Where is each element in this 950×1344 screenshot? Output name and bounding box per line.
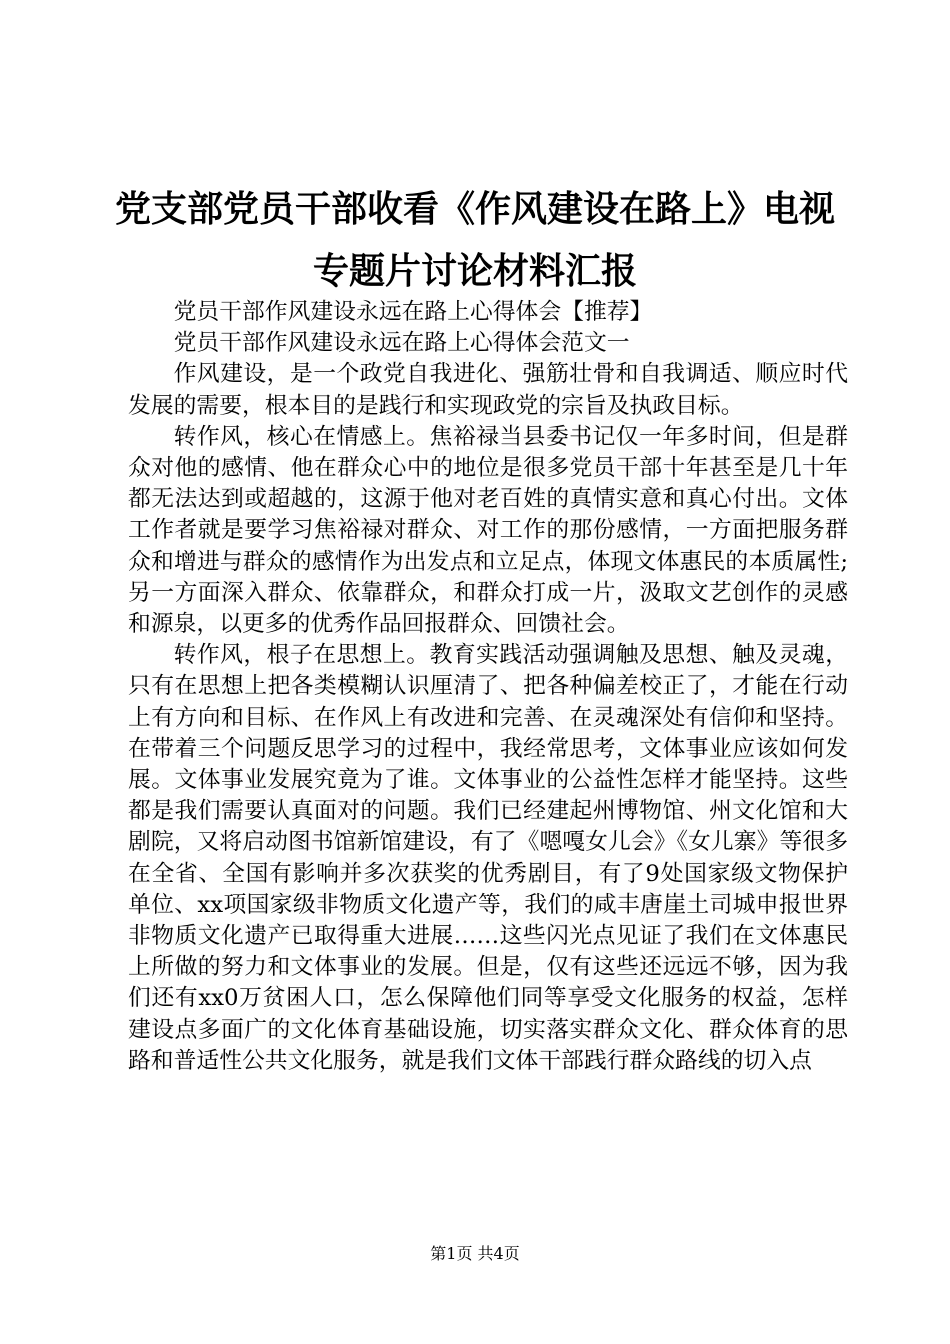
document-title-line-2: 专题片讨论材料汇报 — [312, 251, 637, 292]
body-paragraph: 转作风，核心在情感上。焦裕禄当县委书记仅一年多时间，但是群众对他的感情、他在群众心中的地位是很多党员干部十年甚至是几十年都无法达到或超越的，这源于他对老百姓的真情实意和真心付出。文体工作者就是要学习焦裕禄对群众、对工作的那份感情，一方面把服务群众和增进与群众的感情作为出发点和立足点，体现文体惠民的本质属性;另一方面深入群众、依靠群众，和群众打成一片，汲取文艺创作的灵感和源泉，以更多的优秀作品回报群众、回馈社会。 — [128, 423, 848, 638]
page-number-footer: 第1页 共4页 — [430, 1244, 520, 1263]
subtitle-sample-one: 党员干部作风建设永远在路上心得体会范文一 — [173, 330, 630, 357]
body-paragraph: 转作风，根子在思想上。教育实践活动强调触及思想、触及灵魂，只有在思想上把各类模糊认识厘清了、把各种偏差校正了，才能在行动上有方向和目标、在作风上有改进和完善、在灵魂深处有信仰和坚持。在带着三个问题反思学习的过程中，我经常思考，文体事业应该如何发展。文体事业发展究竟为了谁。文体事业的公益性怎样才能坚持。这些都是我们需要认真面对的问题。我们已经建起州博物馆、州文化馆和大剧院，又将启动图书馆新馆建设，有了《嗯嘎女儿会》《女儿寨》等很多在全省、全国有影响并多次获奖的优秀剧目，有了9处国家级文物保护单位、xx项国家级非物质文化遗产等，我们的咸丰唐崖土司城申报世界非物质文化遗产已取得重大进展……这些闪光点见证了我们在文体惠民上所做的努力和文体事业的发展。但是，仅有这些还远远不够，因为我们还有xx0万贫困人口，怎么保障他们同等享受文化服务的权益，怎样建设点多面广的文化体育基础设施，切实落实群众文化、群众体育的思路和普适性公共文化服务，就是我们文体干部践行群众路线的切入点 — [128, 642, 848, 1074]
body-paragraph: 作风建设，是一个政党自我进化、强筋壮骨和自我调适、顺应时代发展的需要，根本目的是践行和实现政党的宗旨及执政目标。 — [128, 361, 848, 419]
document-title-line-1: 党支部党员干部收看《作风建设在路上》电视 — [114, 189, 835, 230]
document-body — [128, 297, 848, 1077]
subtitle-recommended: 党员干部作风建设永远在路上心得体会【推荐】 — [173, 299, 653, 325]
